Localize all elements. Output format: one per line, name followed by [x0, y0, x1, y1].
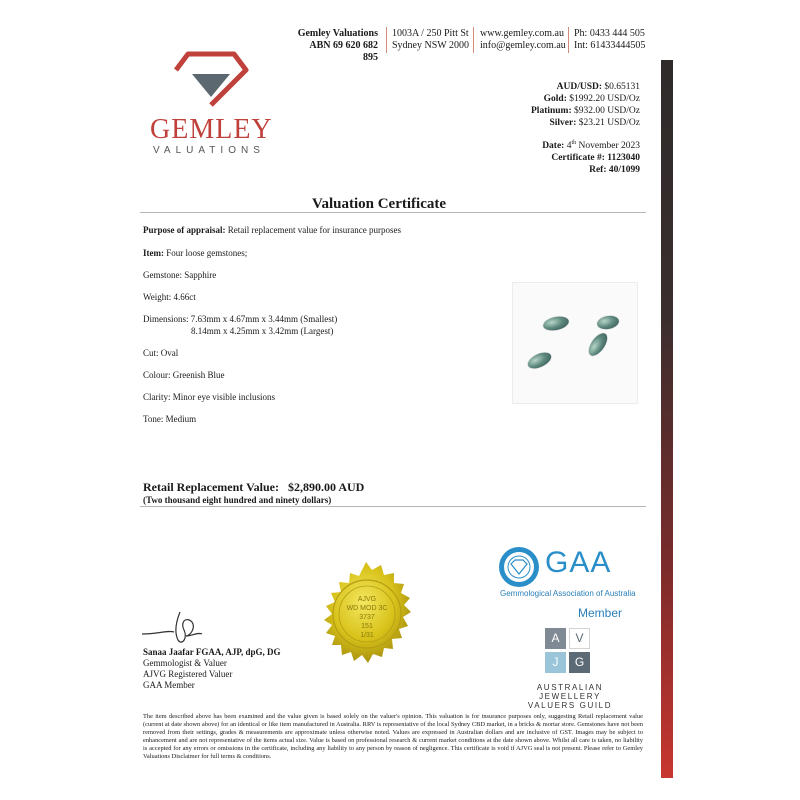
gaa-emblem-icon: [498, 546, 540, 588]
avjg-line-1: AUSTRALIAN JEWELLERY: [536, 683, 604, 701]
value-block: [143, 480, 364, 505]
value-amount: $2,890.00 AUD: [287, 480, 365, 494]
member-label: Member: [578, 606, 623, 620]
address-line-2: Sydney NSW 2000: [392, 40, 470, 51]
item-details: [143, 224, 503, 425]
seal-text-5: 1/31: [360, 632, 374, 639]
seal-text-2: WD MOD 3C: [346, 605, 388, 612]
logo-subtitle: VALUATIONS: [153, 145, 265, 156]
avjg-letter-a: A: [545, 628, 566, 649]
date-rest: November 2023: [578, 141, 640, 152]
avjg-letter-v: V: [569, 628, 590, 649]
page-title: Valuation Certificate: [312, 196, 447, 212]
ref-label: Ref:: [589, 165, 607, 176]
avjg-name: [505, 683, 635, 710]
value-divider: [140, 506, 646, 507]
seal-text-1: AJVG: [357, 596, 377, 603]
signatory-name: Sanaa Jaafar FGAA, AJP, dpG, DG: [143, 647, 281, 657]
header-divider: [568, 27, 569, 53]
dimensions-field-2: 8.14mm x 4.25mm x 3.42mm (Largest): [191, 326, 334, 336]
item-value: Four loose gemstones;: [166, 248, 248, 258]
gemstone-photo: [512, 282, 638, 404]
ref-number: 40/1099: [608, 165, 640, 176]
signature-icon: [140, 608, 220, 648]
value-in-words: (Two thousand eight hundred and ninety dollars): [143, 495, 332, 505]
platinum-value: $932.00 USD/Oz: [574, 106, 640, 116]
date-suffix: th: [571, 140, 577, 146]
cut-field: Cut: Oval: [143, 348, 179, 358]
gemstone-3: [585, 330, 611, 359]
web-block: [480, 28, 566, 52]
aud-value: $0.65131: [604, 82, 640, 92]
avjg-logo: [545, 628, 595, 678]
dimensions-field: Dimensions: 7.63mm x 4.67mm x 3.44mm (Smallest): [143, 314, 338, 324]
gemstone-2: [596, 314, 620, 331]
address-line-1: 1003A / 250 Pitt St: [392, 28, 469, 39]
tone-field: Tone: Medium: [143, 414, 197, 424]
company-abn: ABN 69 620 682 895: [309, 40, 378, 63]
gold-value: $1992.20 USD/Oz: [569, 94, 640, 104]
header-divider: [473, 27, 474, 53]
avjg-letter-j: J: [545, 652, 566, 673]
purpose-value: Retail replacement value for insurance purposes: [227, 225, 401, 235]
certificate-info: [480, 137, 640, 176]
signatory-role-2: AJVG Registered Valuer: [143, 669, 233, 679]
purpose-label: Purpose of appraisal:: [143, 225, 226, 235]
platinum-label: Platinum:: [531, 106, 572, 116]
date-label: Date:: [542, 141, 565, 152]
signatory-role-1: Gemmologist & Valuer: [143, 658, 227, 668]
ajvg-seal: [306, 560, 426, 680]
silver-label: Silver:: [549, 118, 577, 128]
metal-rates: [480, 81, 640, 129]
logo-wordmark: GEMLEY: [150, 114, 273, 145]
gemstone-1: [542, 314, 570, 332]
gemley-diamond-logo-icon: [172, 50, 250, 108]
company-block: [296, 28, 378, 64]
gemstone-field: Gemstone: Sapphire: [143, 270, 217, 280]
website-link[interactable]: www.gemley.com.au: [480, 28, 564, 39]
clarity-field: Clarity: Minor eye visible inclusions: [143, 392, 275, 402]
signatory-block: [143, 647, 281, 691]
avjg-letter-g: G: [569, 652, 590, 673]
phone-block: [574, 28, 645, 52]
date-day: 4: [566, 141, 572, 152]
email-link[interactable]: info@gemley.com.au: [480, 40, 566, 51]
gaa-full-name: Gemmological Association of Australia: [500, 589, 636, 598]
weight-field: Weight: 4.66ct: [143, 292, 196, 302]
intl-number: Int: 61433444505: [574, 40, 646, 51]
value-label: Retail Replacement Value:: [143, 480, 279, 494]
silver-value: $23.21 USD/Oz: [578, 118, 640, 128]
aud-label: AUD/USD:: [556, 82, 602, 92]
cert-label: Certificate #:: [551, 153, 605, 164]
decorative-side-bar: [661, 60, 673, 778]
avjg-line-2: VALUERS GUILD: [527, 701, 613, 710]
title-divider: [140, 212, 646, 213]
seal-text-3: 3737: [359, 614, 375, 621]
seal-text-4: 151: [361, 623, 373, 630]
phone-number: Ph: 0433 444 505: [574, 28, 645, 39]
disclaimer-text: The item described above has been examined and the value given is based solely on the valuer's opinion. This valuation is for insurance purposes only, suggesting Retail replacement value (current at date shown above) for an identical or like item manufactured in Australia. RRV is representative of the local Sydney CBD market, in a bricks & mortar store. Gemstones have not been removed from their settings, grades & measurements are approximate unless otherwise noted. Values are expressed in Australian dollars and are inclusive of GST. Images may be subject to enhancement and are not representative of the items actual size. Value is based on professional research & current market conditions at the date shown above. Whilst all care is taken, no liability is accepted for any errors or omissions in the certificate, including any liability to any person by reason of negligence. This certificate is void if AJVG seal is not present. Please refer to Gemley Valuations Disclaimer for full terms & conditions.: [143, 713, 643, 760]
header-divider: [386, 27, 387, 53]
item-label: Item:: [143, 248, 164, 258]
gold-label: Gold:: [543, 94, 567, 104]
cert-number: 1123040: [607, 153, 640, 164]
address-block: [392, 28, 469, 52]
company-name: Gemley Valuations: [297, 28, 378, 39]
signatory-role-3: GAA Member: [143, 680, 195, 690]
colour-field: Colour: Greenish Blue: [143, 370, 225, 380]
gaa-acronym: GAA: [545, 546, 612, 579]
gemstone-4: [525, 349, 553, 371]
